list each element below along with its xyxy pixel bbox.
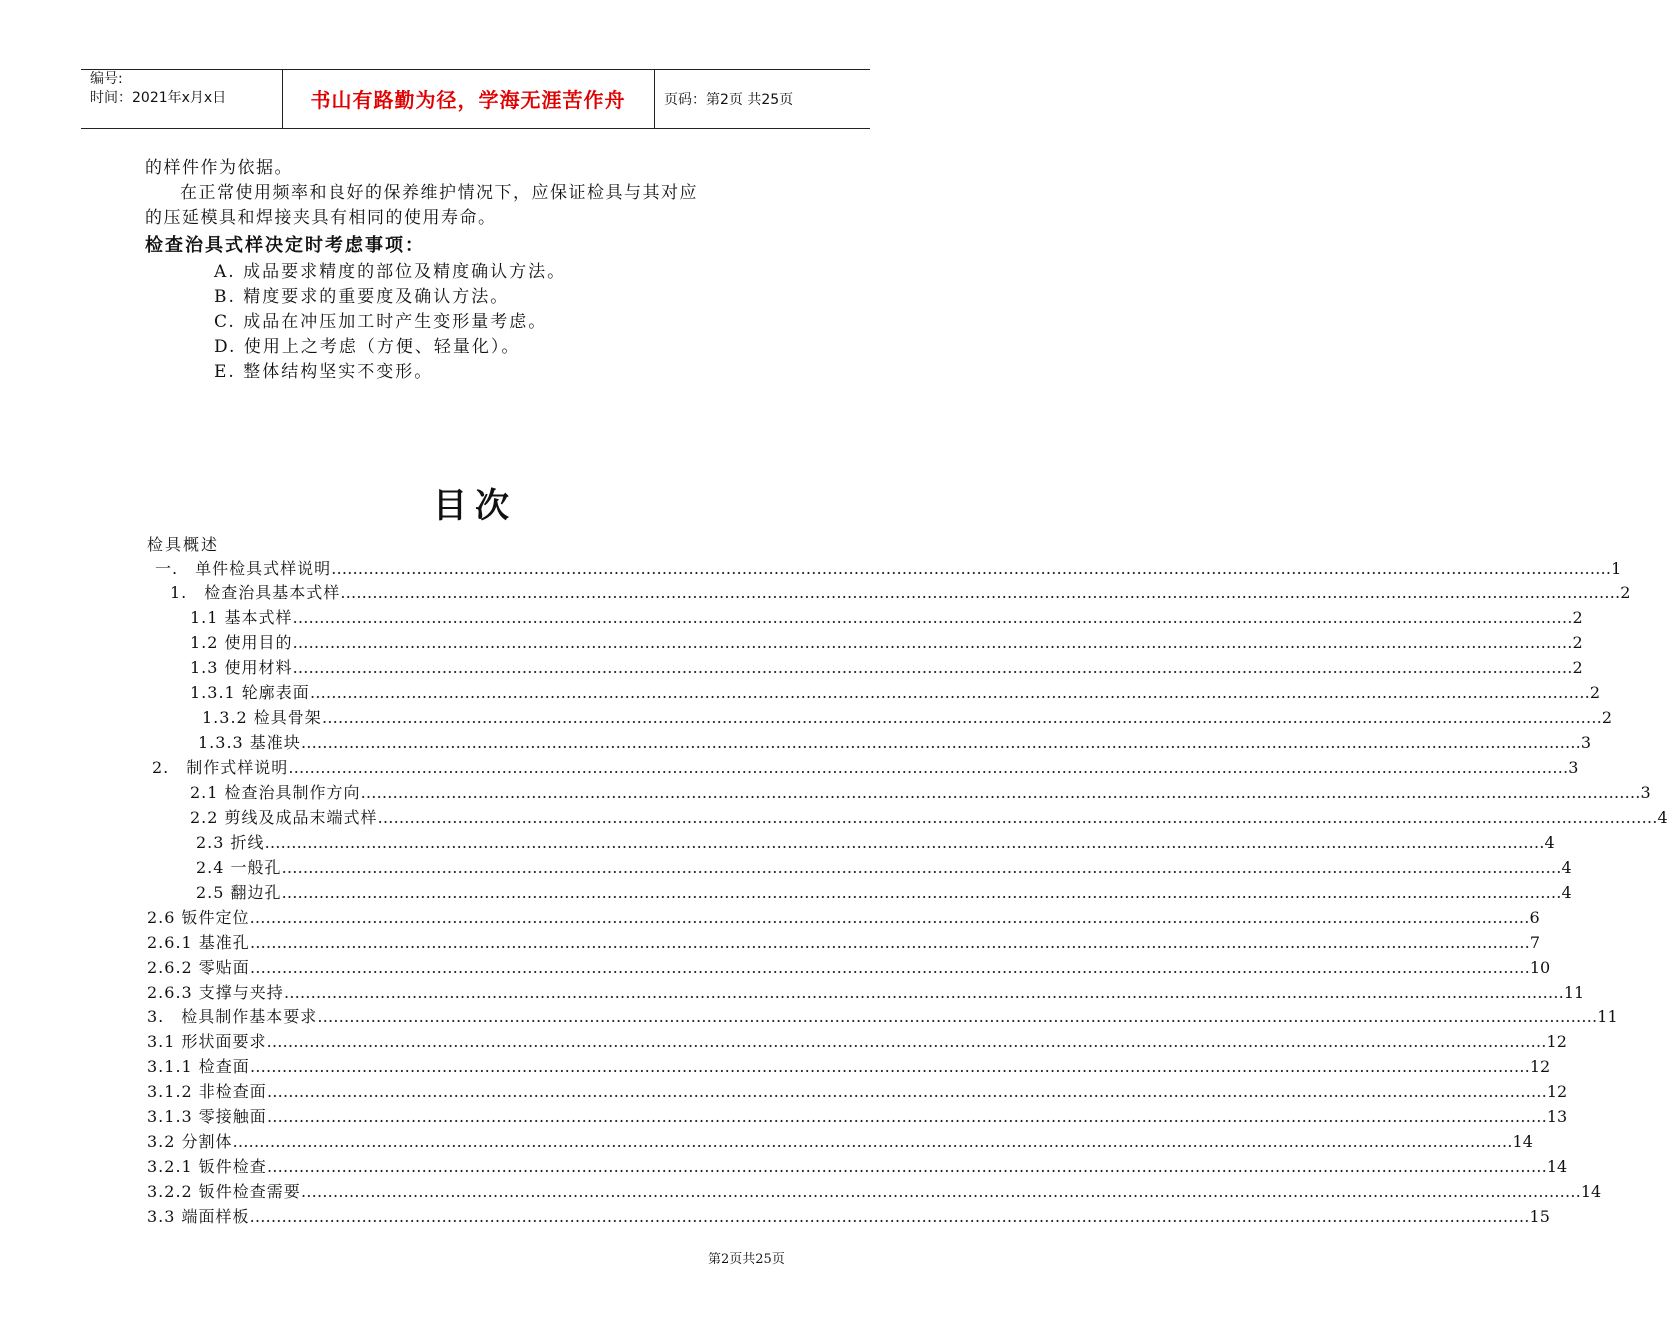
header-meta [90,70,226,108]
toc-entry[interactable]: 2.6.3 支撑与夹持 …………………………………………………………………………………………………………………………………………………………………………………………………………………… 11 [147,983,1585,1002]
toc-entry[interactable]: 一. 单件检具式样说明 …………………………………………………………………………………………………………………………………………………………………………………………………………………… 1 [155,559,1622,578]
document-date: 时间：2021年x月x日 [90,90,227,106]
toc-intro: 检具概述 [147,535,220,554]
toc-entry[interactable]: 2.5 翻边孔 …………………………………………………………………………………………………………………………………………………………………………………………………………………… 4 [196,883,1572,902]
toc-entry[interactable]: 3.2.1 钣件检查 …………………………………………………………………………………………………………………………………………………………………………………………………………………… 14 [147,1157,1568,1176]
footer-page-number: 第2页共25页 [708,1252,785,1267]
header-divider [654,69,655,128]
toc-entry[interactable]: 3.1 形状面要求 …………………………………………………………………………………………………………………………………………………………………………………………………………………… 12 [147,1032,1567,1051]
body-line: 的样件作为依据。 [145,158,293,178]
toc-entry[interactable]: 2.6 钣件定位 …………………………………………………………………………………………………………………………………………………………………………………………………………………… 6 [147,908,1540,927]
body-line: 的压延模具和焊接夹具有相同的使用寿命。 [145,208,497,228]
toc-entry[interactable]: 2.2 剪线及成品末端式样 …………………………………………………………………………………………………………………………………………………………………………………………………………………… 4 [190,808,1668,827]
toc-entry[interactable]: 3.1.1 检查面 …………………………………………………………………………………………………………………………………………………………………………………………………………………… 12 [147,1057,1551,1076]
header-bottom-rule [81,128,870,129]
header-motto: 书山有路勤为径，学海无涯苦作舟 [310,88,626,112]
consideration-item: C. 成品在冲压加工时产生变形量考虑。 [214,312,548,332]
toc-title: 目次 [433,486,517,526]
toc-entry[interactable]: 1.3 使用材料 …………………………………………………………………………………………………………………………………………………………………………………………………………………… 2 [190,658,1583,677]
toc-entry[interactable]: 3.1.3 零接触面 …………………………………………………………………………………………………………………………………………………………………………………………………………………… 13 [147,1107,1568,1126]
toc-entry[interactable]: 3.2.2 钣件检查需要 …………………………………………………………………………………………………………………………………………………………………………………………………………………… 14 [147,1182,1602,1201]
consideration-item: E. 整体结构坚实不变形。 [214,362,434,382]
consideration-item: A. 成品要求精度的部位及精度确认方法。 [214,262,567,282]
toc-entry[interactable]: 3.3 端面样板 …………………………………………………………………………………………………………………………………………………………………………………………………………………… 15 [147,1207,1550,1226]
toc-entry[interactable]: 1.1 基本式样 …………………………………………………………………………………………………………………………………………………………………………………………………………………… 2 [190,608,1583,627]
consideration-item: D. 使用上之考虑（方便、轻量化）。 [214,337,521,357]
body-line: 在正常使用频率和良好的保养维护情况下，应保证检具与其对应 [180,183,698,203]
toc-entry[interactable]: 1.3.3 基准块 …………………………………………………………………………………………………………………………………………………………………………………………………………………… 3 [198,733,1591,752]
toc-entry[interactable]: 1.3.1 轮廓表面 …………………………………………………………………………………………………………………………………………………………………………………………………………………… 2 [190,683,1600,702]
toc-entry[interactable]: 1.2 使用目的 …………………………………………………………………………………………………………………………………………………………………………………………………………………… 2 [190,633,1583,652]
toc-entry[interactable]: 2.3 折线 …………………………………………………………………………………………………………………………………………………………………………………………………………………… 4 [196,833,1555,852]
toc-entry[interactable]: 1. 检查治具基本式样 …………………………………………………………………………………………………………………………………………………………………………………………………………………… 2 [170,583,1631,602]
header-page-number: 页码：第2页 共25页 [664,92,794,108]
toc-entry[interactable]: 3. 检具制作基本要求 …………………………………………………………………………………………………………………………………………………………………………………………………………………… 11 [147,1007,1618,1026]
toc-entry[interactable]: 3.1.2 非检查面 …………………………………………………………………………………………………………………………………………………………………………………………………………………… 12 [147,1082,1568,1101]
toc-entry[interactable]: 2.6.1 基准孔 …………………………………………………………………………………………………………………………………………………………………………………………………………………… 7 [147,933,1540,952]
consideration-item: B. 精度要求的重要度及确认方法。 [214,287,510,307]
toc-entry[interactable]: 2.1 检查治具制作方向 …………………………………………………………………………………………………………………………………………………………………………………………………………………… 3 [190,783,1651,802]
toc-entry[interactable]: 1.3.2 检具骨架 …………………………………………………………………………………………………………………………………………………………………………………………………………………… 2 [202,708,1612,727]
document-number-label: 编号: [90,71,123,87]
toc-entry[interactable]: 2.4 一般孔 …………………………………………………………………………………………………………………………………………………………………………………………………………………… 4 [196,858,1572,877]
toc-entry[interactable]: 3.2 分割体 …………………………………………………………………………………………………………………………………………………………………………………………………………………… 14 [147,1132,1533,1151]
toc-entry[interactable]: 2. 制作式样说明 …………………………………………………………………………………………………………………………………………………………………………………………………………………… 3 [152,758,1579,777]
section-heading: 检查治具式样决定时考虑事项： [145,235,425,256]
toc-entry[interactable]: 2.6.2 零贴面 …………………………………………………………………………………………………………………………………………………………………………………………………………………… 10 [147,958,1551,977]
